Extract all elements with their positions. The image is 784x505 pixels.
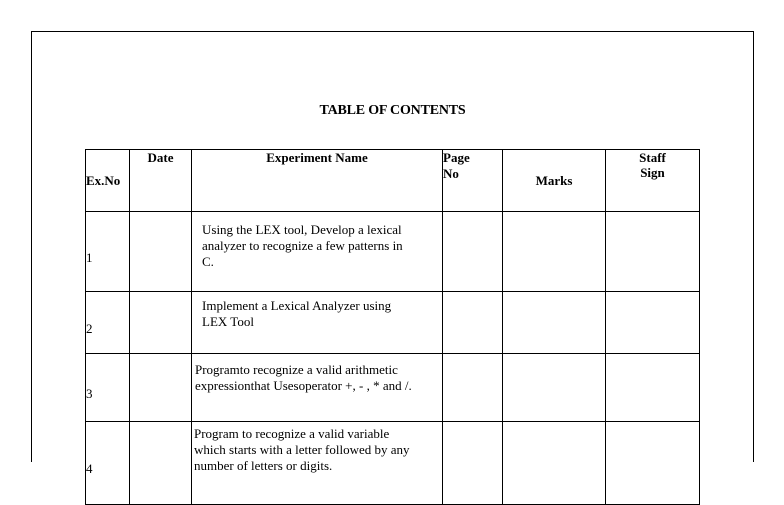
header-page-line1: Page (443, 150, 470, 165)
row-marks (503, 292, 606, 354)
row-page-no (443, 212, 503, 292)
row-date (130, 422, 192, 505)
table-header-row (86, 150, 700, 212)
row-experiment-name (192, 212, 443, 292)
name-line: C. (202, 254, 214, 269)
name-line: Programto recognize a valid arithmetic (195, 362, 398, 377)
table-row (86, 422, 700, 505)
row-marks (503, 422, 606, 505)
header-staff-sign (606, 150, 700, 212)
row-page-no (443, 292, 503, 354)
row-date (130, 212, 192, 292)
row-number: 3 (86, 354, 130, 422)
header-date: Date (130, 150, 192, 212)
document-page (31, 31, 754, 476)
contents-table (85, 149, 700, 505)
page-title: TABLE OF CONTENTS (319, 103, 466, 118)
name-line: which starts with a letter followed by any (194, 442, 410, 457)
name-line: Implement a Lexical Analyzer using (202, 298, 392, 313)
row-number: 2 (86, 292, 130, 354)
row-staff-sign (606, 292, 700, 354)
name-line: analyzer to recognize a few patterns in (202, 238, 403, 253)
row-experiment-name (192, 292, 443, 354)
name-line: number of letters or digits. (194, 458, 333, 473)
header-sign-line2: Sign (640, 165, 665, 180)
row-staff-sign (606, 354, 700, 422)
row-staff-sign (606, 212, 700, 292)
header-marks: Marks (503, 150, 606, 212)
header-experiment-name: Experiment Name (192, 150, 443, 212)
row-number: 4 (86, 422, 130, 505)
row-page-no (443, 422, 503, 505)
row-date (130, 292, 192, 354)
name-line: expressionthat Usesoperator +, - , * and /. (195, 378, 412, 393)
row-marks (503, 212, 606, 292)
row-marks (503, 354, 606, 422)
row-experiment-name (192, 354, 443, 422)
table-row (86, 354, 700, 422)
row-staff-sign (606, 422, 700, 505)
header-page-line2: No (443, 166, 459, 181)
row-page-no (443, 354, 503, 422)
header-exno: Ex.No (86, 150, 130, 212)
header-sign-line1: Staff (639, 150, 666, 165)
name-line: LEX Tool (202, 314, 254, 329)
table-row (86, 292, 700, 354)
table-row (86, 212, 700, 292)
row-experiment-name (192, 422, 443, 505)
name-line: Program to recognize a valid variable (194, 426, 390, 441)
header-page-no (443, 150, 503, 212)
name-line: Using the LEX tool, Develop a lexical (202, 222, 402, 237)
row-number: 1 (86, 212, 130, 292)
row-date (130, 354, 192, 422)
